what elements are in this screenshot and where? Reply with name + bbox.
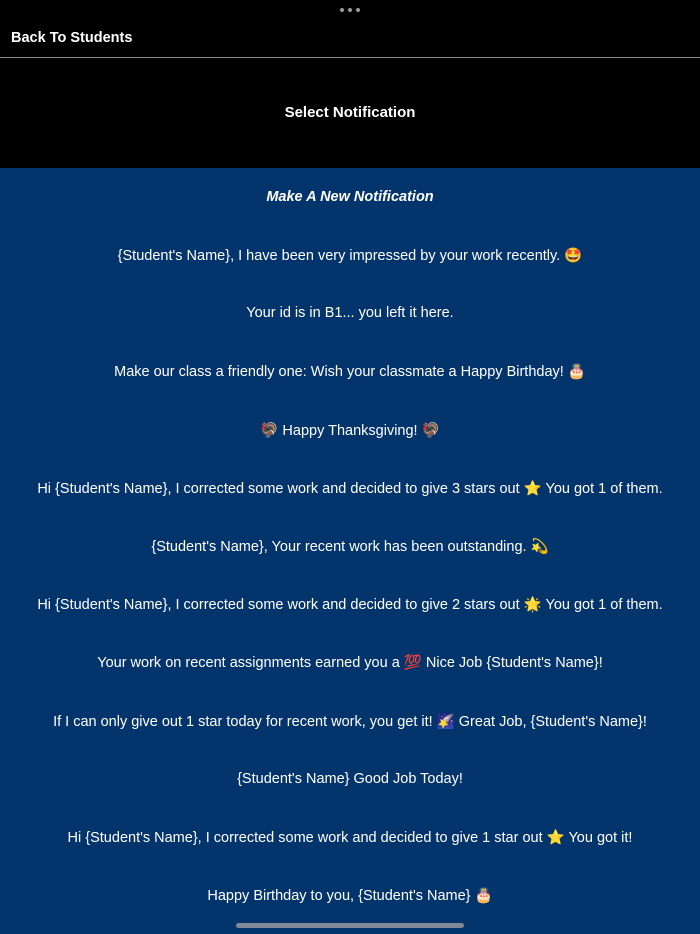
notification-item[interactable]: Hi {Student's Name}, I corrected some work and decided to give 2 stars out 🌟 You got 1 of them.	[37, 597, 663, 613]
notification-item[interactable]: 🦃 Happy Thanksgiving! 🦃	[260, 423, 440, 439]
notification-item[interactable]: Happy Birthday to you, {Student's Name} 🎂	[207, 888, 493, 904]
notification-item[interactable]: Hi {Student's Name}, I corrected some work and decided to give 3 stars out ⭐ You got 1 of them.	[37, 481, 663, 497]
home-indicator[interactable]	[236, 923, 464, 928]
notification-item[interactable]: {Student's Name} Good Job Today!	[237, 771, 463, 787]
notification-item[interactable]: {Student's Name}, Your recent work has been outstanding. 💫	[151, 539, 549, 555]
notification-item[interactable]: If I can only give out 1 star today for recent work, you get it! 🌠 Great Job, {Student's Name}!	[53, 714, 647, 730]
notification-item[interactable]: Make our class a friendly one: Wish your classmate a Happy Birthday! 🎂	[114, 364, 586, 380]
multitasking-dots-icon[interactable]	[340, 6, 360, 14]
dot	[340, 8, 344, 12]
notification-item[interactable]: Your id is in B1... you left it here.	[246, 305, 454, 321]
back-to-students-button[interactable]: Back To Students	[11, 30, 133, 46]
dot	[348, 8, 352, 12]
page-title: Select Notification	[284, 104, 416, 121]
make-new-notification-button[interactable]: Make A New Notification	[266, 189, 434, 205]
notification-item[interactable]: Your work on recent assignments earned you a 💯 Nice Job {Student's Name}!	[97, 655, 603, 671]
top-navigation-bar	[0, 0, 700, 58]
title-bar	[0, 58, 700, 168]
dot	[356, 8, 360, 12]
notification-item[interactable]: {Student's Name}, I have been very impressed by your work recently. 🤩	[117, 248, 583, 264]
notification-item[interactable]: Hi {Student's Name}, I corrected some work and decided to give 1 star out ⭐ You got it!	[67, 830, 633, 846]
